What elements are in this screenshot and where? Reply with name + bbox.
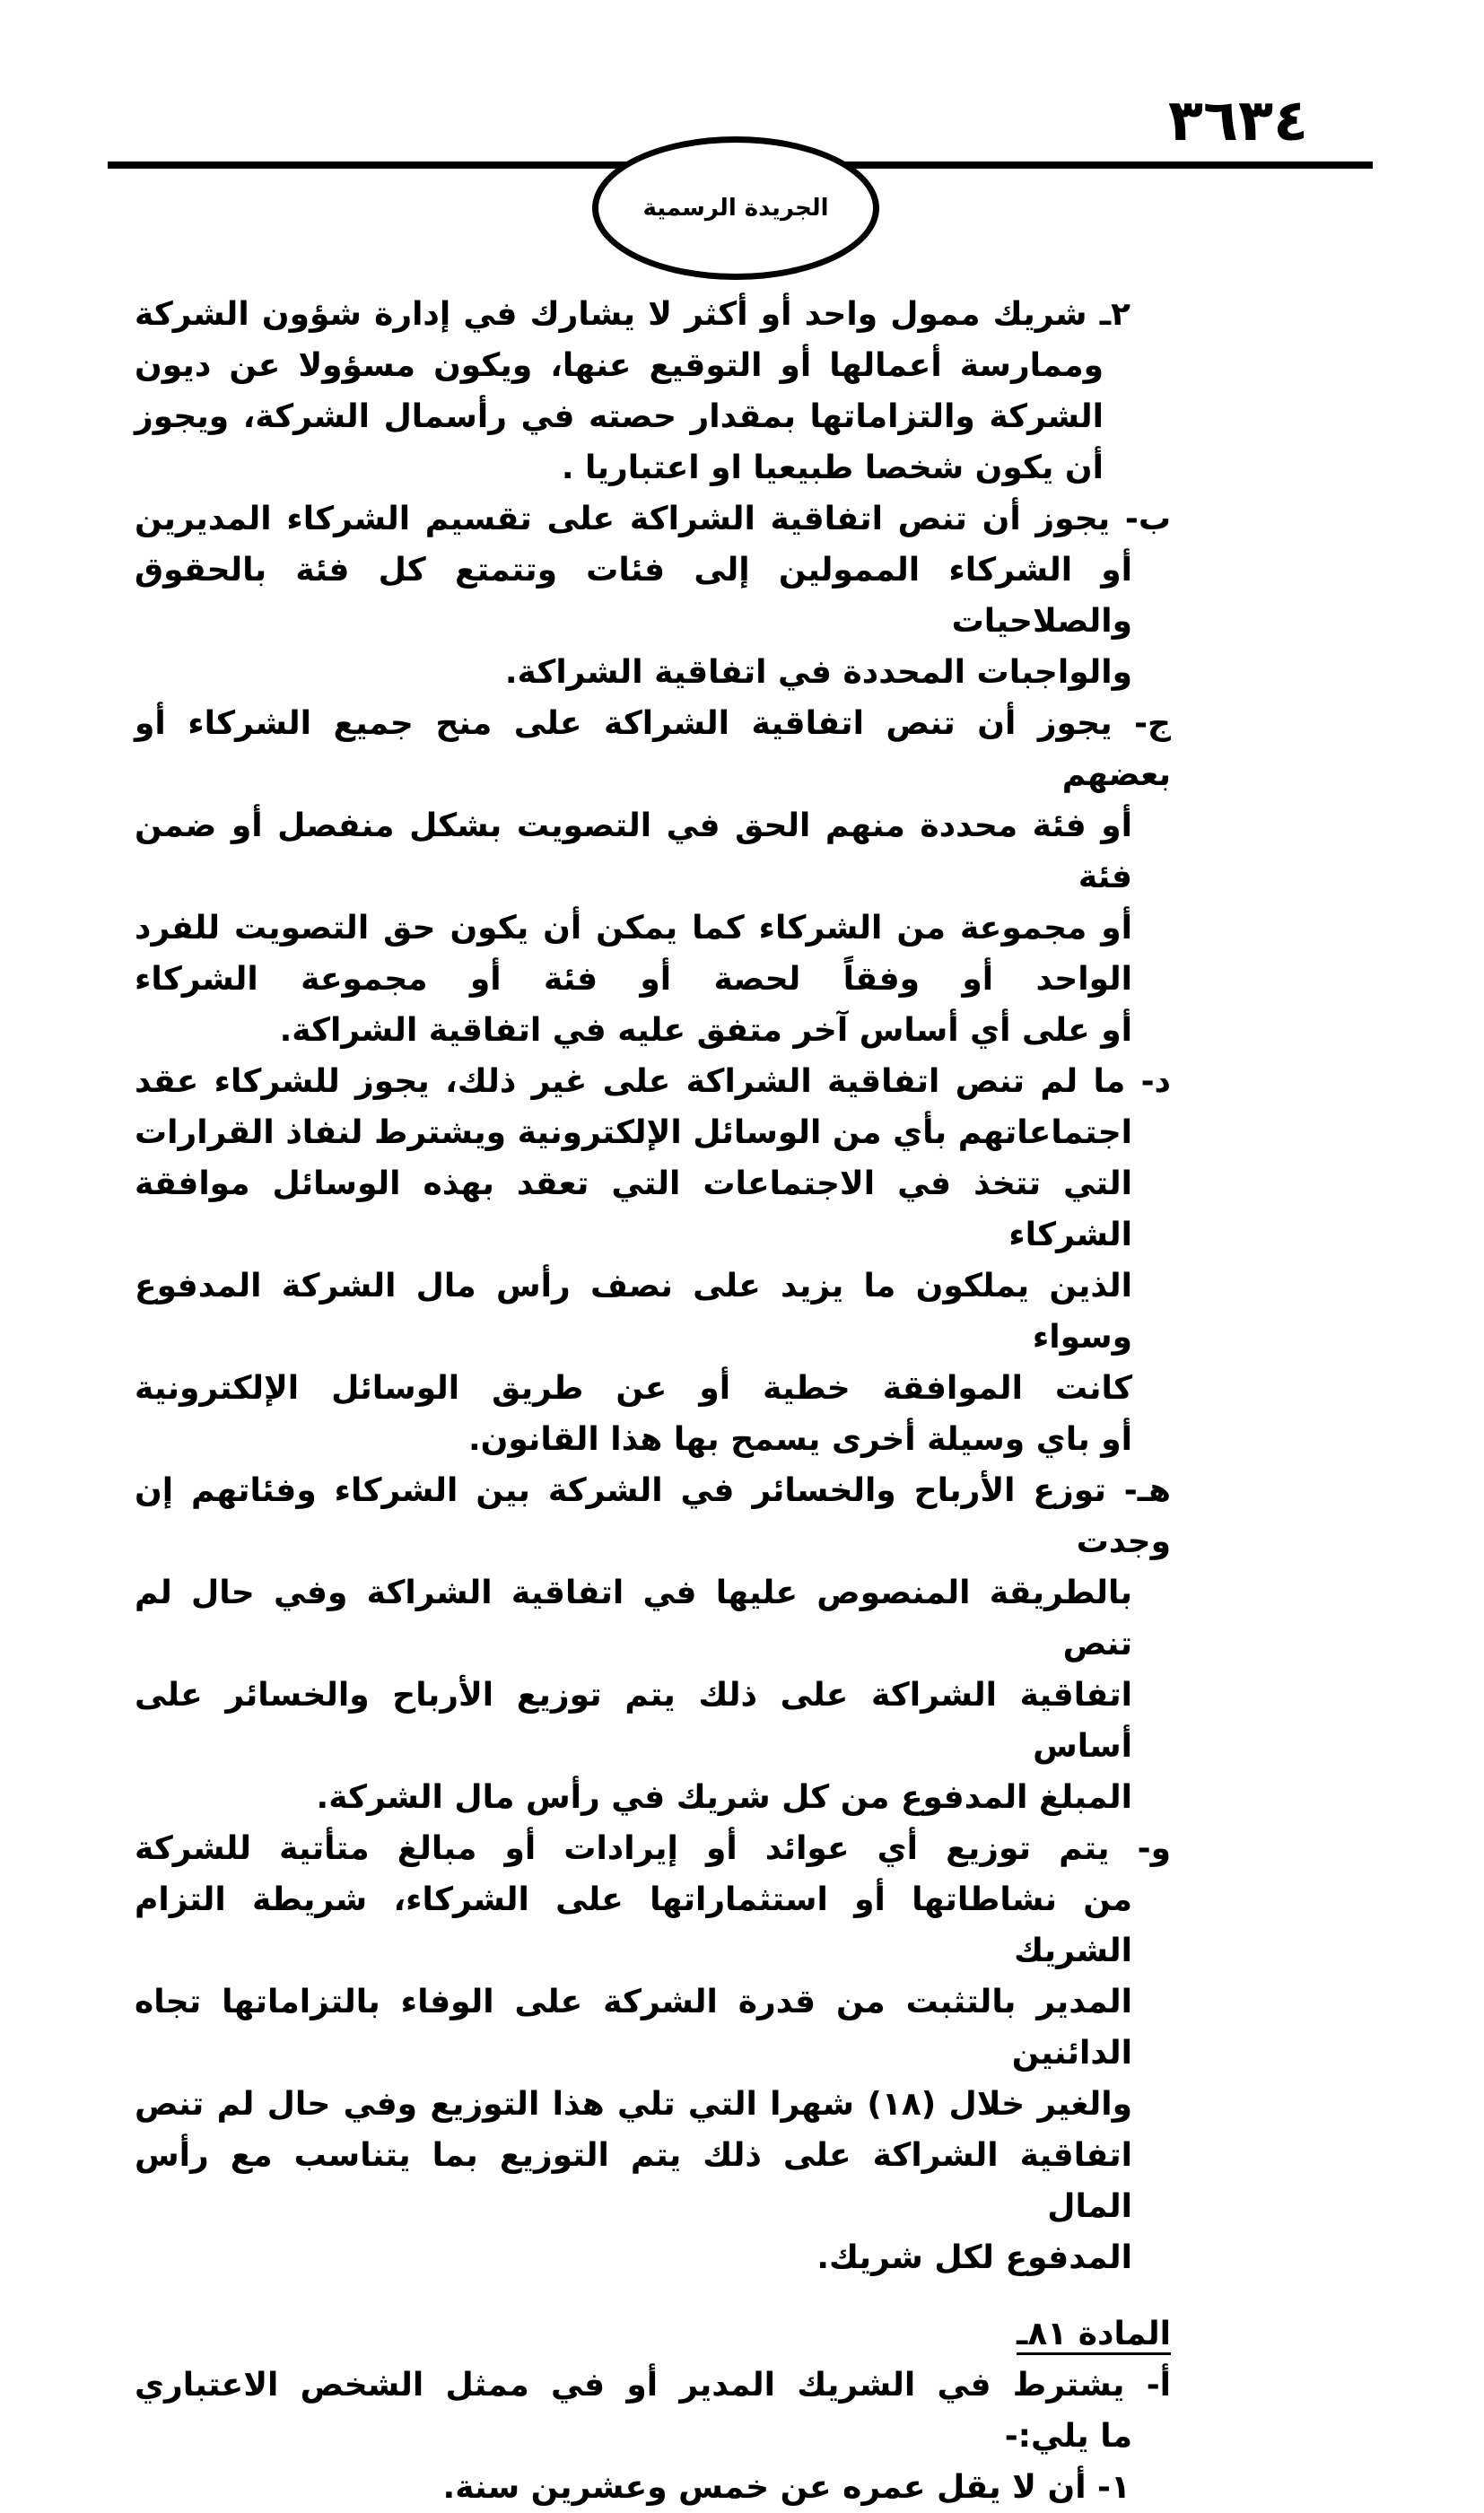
article-title (135, 2308, 1171, 2360)
paragraph-line-text: أو على أي أساس آخر متفق عليه في اتفاقية الشراكة. (279, 1012, 1132, 1049)
paragraph (135, 1465, 1171, 1823)
paragraph-line (135, 698, 1171, 800)
article-line (135, 2360, 1171, 2411)
paragraph-line (135, 1414, 1171, 1465)
paragraph-line-text: والواجبات المحددة في اتفاقية الشراكة. (504, 654, 1132, 691)
paragraph-line (135, 1772, 1171, 1823)
paragraph-line (135, 1976, 1171, 2079)
paragraph-line (135, 1107, 1171, 1158)
paragraph-line-text: أو الشركاء الممولين إلى فئات وتتمتع كل فئة بالحقوق والصلاحيات (135, 552, 1132, 640)
article-paragraph (135, 2462, 1171, 2513)
paragraph (135, 289, 1171, 493)
paragraph-line-text: اتفاقية الشراكة على ذلك يتم التوزيع بما يتناسب مع رأس المال (135, 2137, 1132, 2225)
article-title-text: المادة ٨١ـ (1017, 2316, 1171, 2355)
paragraph-line (135, 1465, 1171, 1567)
paragraph-line-text: ب- يجوز أن تنص اتفاقية الشراكة على تقسيم الشركاء المديرين (135, 501, 1171, 537)
paragraph-line-text: أو مجموعة من الشركاء كما يمكن أن يكون حق التصويت للفرد (135, 910, 1132, 947)
article-paragraph (135, 2360, 1171, 2462)
paragraph-line (135, 1005, 1171, 1056)
paragraph-line-text: د- ما لم تنص اتفاقية الشراكة على غير ذلك، يجوز للشركاء عقد (135, 1063, 1171, 1100)
paragraph-line (135, 903, 1171, 954)
paragraph-line-text: الشركة والتزاماتها بمقدار حصته في رأسمال الشركة، ويجوز (135, 398, 1104, 435)
paragraph-line-text: الواحد أو وفقاً لحصة أو فئة أو مجموعة الشركاء (135, 961, 1132, 998)
page-number: ٣٦٣٤ (1167, 88, 1309, 154)
article-line-text: أ- يشترط في الشريك المدير أو في ممثل الشخص الاعتباري (135, 2367, 1171, 2404)
paragraph-line (135, 289, 1171, 340)
paragraph-line (135, 1874, 1171, 1976)
paragraph-line-text: و- يتم توزيع أي عوائد أو إيرادات أو مبالغ متأتية للشركة (135, 1830, 1171, 1867)
paragraph-line (135, 340, 1171, 391)
paragraph-line (135, 2079, 1171, 2130)
paragraph-line (135, 545, 1171, 647)
paragraph-line (135, 1363, 1171, 1414)
paragraph-line-text: المدفوع لكل شريك. (816, 2239, 1132, 2276)
article-line-text: ما يلي:- (1004, 2418, 1132, 2455)
paragraph-line-text: كانت الموافقة خطية أو عن طريق الوسائل الإلكترونية (135, 1370, 1132, 1407)
article-line-text: ١- أن لا يقل عمره عن خمس وعشرين سنة. (442, 2469, 1130, 2506)
gazette-seal (592, 136, 879, 280)
paragraph-line (135, 391, 1171, 442)
paragraph-line (135, 2130, 1171, 2232)
paragraph (135, 493, 1171, 698)
paragraph-line-text: التي تتخذ في الاجتماعات التي تعقد بهذه الوسائل موافقة الشركاء (135, 1165, 1132, 1253)
paragraph-line (135, 1261, 1171, 1363)
paragraph-line (135, 1056, 1171, 1107)
article-heading (135, 2308, 1171, 2360)
paragraph-line-text: اتفاقية الشراكة على ذلك يتم توزيع الأرباح والخسائر على أساس (135, 1677, 1132, 1765)
paragraph-line-text: ٢ـ شريك ممول واحد أو أكثر لا يشارك في إدارة شؤون الشركة (135, 296, 1130, 333)
paragraph-line-text: من نشاطاتها أو استثماراتها على الشركاء، شريطة التزام الشريك (135, 1881, 1132, 1969)
paragraph-line (135, 442, 1171, 493)
paragraph (135, 1056, 1171, 1465)
paragraph-line (135, 1670, 1171, 1772)
paragraph-line (135, 1158, 1171, 1261)
paragraph-line-text: الذين يملكون ما يزيد على نصف رأس مال الشركة المدفوع وسواء (135, 1268, 1132, 1356)
article-line (135, 2462, 1171, 2513)
paragraph-line (135, 647, 1171, 698)
paragraph-line (135, 1823, 1171, 1874)
paragraph-line-text: ج- يجوز أن تنص اتفاقية الشراكة على منح جميع الشركاء أو بعضهم (135, 705, 1171, 793)
paragraph (135, 698, 1171, 1056)
paragraph-line-text: المبلغ المدفوع من كل شريك في رأس مال الشركة. (316, 1779, 1132, 1816)
paragraph-line-text: المدير بالتثبت من قدرة الشركة على الوفاء بالتزاماتها تجاه الدائنين (135, 1984, 1132, 2072)
paragraph (135, 1823, 1171, 2283)
paragraph-line-text: اجتماعاتهم بأي من الوسائل الإلكترونية ويشترط لنفاذ القرارات (135, 1114, 1132, 1151)
publication-name: الجريدة الرسمية (642, 195, 829, 222)
paragraph-line (135, 493, 1171, 545)
paragraph-line (135, 954, 1171, 1005)
article-line (135, 2411, 1171, 2462)
paragraph-line-text: وممارسة أعمالها أو التوقيع عنها، ويكون مسؤولا عن ديون (135, 347, 1104, 384)
paragraph-line (135, 2232, 1171, 2283)
paragraph-line-text: أو فئة محددة منهم الحق في التصويت بشكل منفصل أو ضمن فئة (135, 807, 1132, 895)
paragraph-line-text: والغير خلال (١٨) شهرا التي تلي هذا التوزيع وفي حال لم تنص (135, 2086, 1132, 2123)
paragraph-line (135, 1567, 1171, 1670)
paragraph-line-text: أن يكون شخصا طبيعيا او اعتباريا . (561, 449, 1104, 486)
paragraph-line-text: هـ- توزع الأرباح والخسائر في الشركة بين الشركاء وفئاتهم إن وجدت (135, 1472, 1171, 1560)
document-body (135, 289, 1171, 2513)
paragraph-line-text: بالطريقة المنصوص عليها في اتفاقية الشراكة وفي حال لم تنص (135, 1575, 1132, 1662)
paragraph-line (135, 800, 1171, 903)
paragraph-line-text: أو باي وسيلة أخرى يسمح بها هذا القانون. (467, 1421, 1132, 1458)
